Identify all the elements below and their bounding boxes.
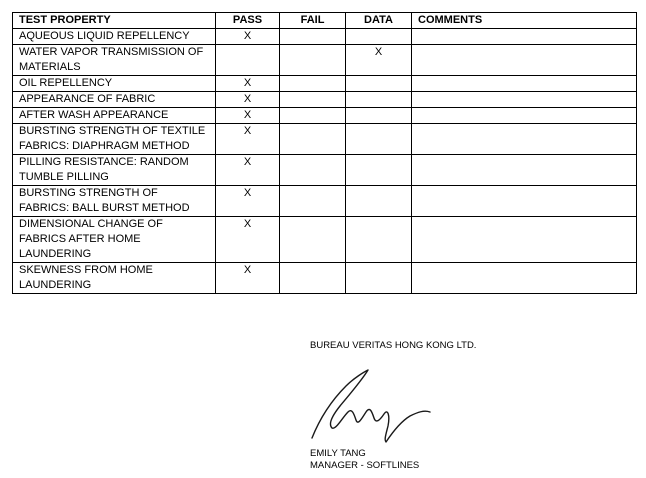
comments-cell [412,76,637,92]
data-cell [346,76,412,92]
comments-cell [412,45,637,76]
table-row [13,263,637,294]
comments-cell [412,108,637,124]
data-cell [346,124,412,155]
table-row [13,29,637,45]
data-cell [346,108,412,124]
comments-cell [412,263,637,294]
fail-cell [280,76,346,92]
table-row [13,124,637,155]
pass-cell: X [216,186,280,217]
fail-cell [280,186,346,217]
pass-cell: X [216,155,280,186]
test-property-cell: APPEARANCE OF FABRIC [13,92,216,108]
fail-cell [280,92,346,108]
fail-cell [280,155,346,186]
data-cell [346,186,412,217]
pass-cell: X [216,92,280,108]
test-property-cell: SKEWNESS FROM HOME LAUNDERING [13,263,216,294]
table-header-row [13,13,637,29]
test-property-cell: BURSTING STRENGTH OF FABRICS: BALL BURST METHOD [13,186,216,217]
test-property-cell: WATER VAPOR TRANSMISSION OF MATERIALS [13,45,216,76]
signer-title: MANAGER - SOFTLINES [310,460,420,471]
pass-cell: X [216,76,280,92]
table-row [13,108,637,124]
comments-cell [412,217,637,263]
header-data: DATA [346,13,412,29]
test-property-cell: OIL REPELLENCY [13,76,216,92]
data-cell: X [346,45,412,76]
data-cell [346,263,412,294]
company-name: BUREAU VERITAS HONG KONG LTD. [310,340,477,351]
table-row [13,92,637,108]
handwritten-signature [310,366,435,446]
pass-cell: X [216,29,280,45]
header-fail: FAIL [280,13,346,29]
fail-cell [280,217,346,263]
fail-cell [280,29,346,45]
pass-cell [216,45,280,76]
signature-block [310,340,570,476]
table-row [13,217,637,263]
test-property-cell: AFTER WASH APPEARANCE [13,108,216,124]
fail-cell [280,124,346,155]
pass-cell: X [216,108,280,124]
header-pass: PASS [216,13,280,29]
table-row [13,186,637,217]
data-cell [346,155,412,186]
comments-cell [412,92,637,108]
comments-cell [412,124,637,155]
fail-cell [280,263,346,294]
table-row [13,45,637,76]
pass-cell: X [216,217,280,263]
fail-cell [280,108,346,124]
data-cell [346,217,412,263]
pass-cell: X [216,124,280,155]
comments-cell [412,29,637,45]
table-row [13,155,637,186]
pass-cell: X [216,263,280,294]
fail-cell [280,45,346,76]
test-property-cell: DIMENSIONAL CHANGE OF FABRICS AFTER HOME LAUNDERING [13,217,216,263]
header-test-property: TEST PROPERTY [13,13,216,29]
table-row [13,76,637,92]
test-property-cell: AQUEOUS LIQUID REPELLENCY [13,29,216,45]
signer-name: EMILY TANG [310,448,366,459]
data-cell [346,29,412,45]
comments-cell [412,186,637,217]
test-results-table [12,12,637,294]
header-comments: COMMENTS [412,13,637,29]
comments-cell [412,155,637,186]
test-property-cell: BURSTING STRENGTH OF TEXTILE FABRICS: DIAPHRAGM METHOD [13,124,216,155]
test-property-cell: PILLING RESISTANCE: RANDOM TUMBLE PILLING [13,155,216,186]
data-cell [346,92,412,108]
